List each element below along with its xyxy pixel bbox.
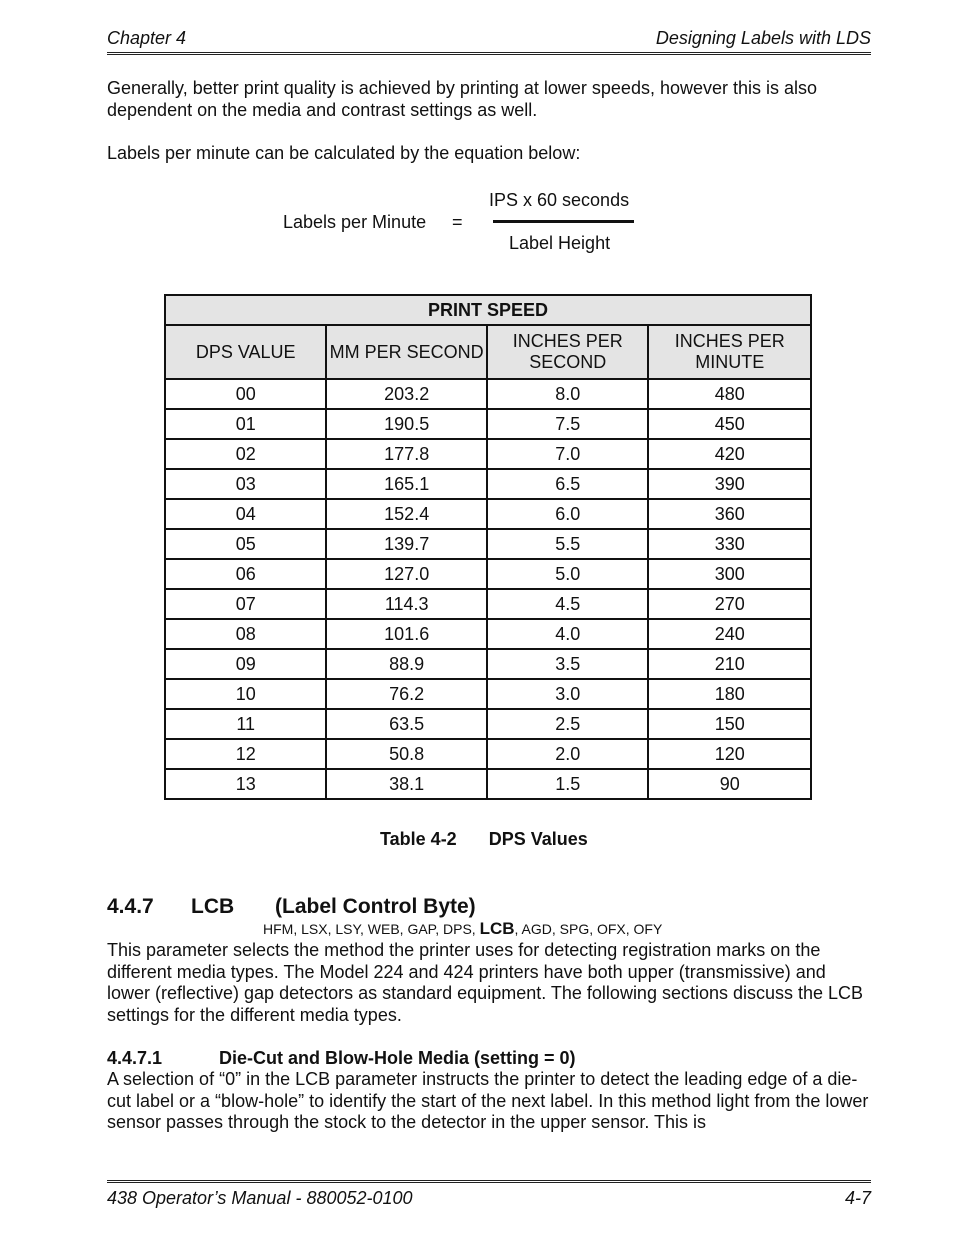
table-cell: 7.5 <box>487 409 649 439</box>
table-cell: 01 <box>165 409 326 439</box>
table-cell: 390 <box>648 469 811 499</box>
subsection-heading <box>107 1048 576 1069</box>
table-row <box>165 619 811 649</box>
table-row <box>165 739 811 769</box>
print-speed-table <box>164 294 812 800</box>
equation-sign: = <box>452 212 463 232</box>
applies-after: , AGD, SPG, OFX, OFY <box>514 921 663 937</box>
applies-current: LCB <box>479 919 515 938</box>
table-cell: 450 <box>648 409 811 439</box>
table-row <box>165 469 811 499</box>
table-cell: 08 <box>165 619 326 649</box>
intro-paragraph: Generally, better print quality is achieved by printing at lower speeds, however this is also dependent on the media and contrast settings as well. <box>107 78 818 120</box>
table-cell: 3.0 <box>487 679 649 709</box>
table-cell: 165.1 <box>326 469 487 499</box>
table-cell: 203.2 <box>326 379 487 409</box>
table-cell: 13 <box>165 769 326 799</box>
table-cell: 180 <box>648 679 811 709</box>
applicable-commands <box>263 919 662 939</box>
table-row <box>165 709 811 739</box>
section-code: LCB <box>191 895 235 918</box>
table-cell: 4.0 <box>487 619 649 649</box>
table-row <box>165 499 811 529</box>
page-footer <box>107 1180 871 1211</box>
fraction-bar <box>493 220 634 223</box>
table-cell: 5.0 <box>487 559 649 589</box>
table-cell: 101.6 <box>326 619 487 649</box>
table-cell: 8.0 <box>487 379 649 409</box>
table-cell: 3.5 <box>487 649 649 679</box>
table-cell: 38.1 <box>326 769 487 799</box>
column-header: INCHES PER SECOND <box>487 325 649 379</box>
table-cell: 150 <box>648 709 811 739</box>
table-cell: 50.8 <box>326 739 487 769</box>
chapter-label: Chapter 4 <box>107 28 187 48</box>
table-caption <box>380 829 588 850</box>
table-cell: 63.5 <box>326 709 487 739</box>
table-cell: 360 <box>648 499 811 529</box>
equation-denominator: Label Height <box>509 233 611 253</box>
section-title: (Label Control Byte) <box>275 895 476 918</box>
table-cell: 03 <box>165 469 326 499</box>
table-cell: 76.2 <box>326 679 487 709</box>
table-cell: 6.0 <box>487 499 649 529</box>
table-cell: 11 <box>165 709 326 739</box>
subsection-number: 4.4.7.1 <box>107 1048 163 1068</box>
table-row <box>165 769 811 799</box>
table-cell: 05 <box>165 529 326 559</box>
column-header: MM PER SECOND <box>326 325 487 379</box>
table-caption-number: Table 4-2 <box>380 829 457 849</box>
table-cell: 480 <box>648 379 811 409</box>
table-cell: 7.0 <box>487 439 649 469</box>
table-cell: 2.0 <box>487 739 649 769</box>
table-row <box>165 589 811 619</box>
table-cell: 177.8 <box>326 439 487 469</box>
table-cell: 04 <box>165 499 326 529</box>
table-cell: 06 <box>165 559 326 589</box>
table-cell: 114.3 <box>326 589 487 619</box>
table-body <box>165 379 811 799</box>
table-cell: 210 <box>648 649 811 679</box>
table-row <box>165 559 811 589</box>
table-row <box>165 379 811 409</box>
table-cell: 420 <box>648 439 811 469</box>
page-number: 4-7 <box>844 1188 871 1208</box>
table-title: PRINT SPEED <box>165 295 811 325</box>
table-cell: 190.5 <box>326 409 487 439</box>
table-row <box>165 649 811 679</box>
subsection-title: Die-Cut and Blow-Hole Media (setting = 0) <box>219 1048 576 1068</box>
table-cell: 00 <box>165 379 326 409</box>
table-cell: 88.9 <box>326 649 487 679</box>
subsection-body: A selection of “0” in the LCB parameter instructs the printer to detect the leading edge of a die-cut label or a “blow-hole” to identify the start of the next label. In this method light from the lower sensor passes through the stock to the detector in the upper sensor. This is <box>107 1069 869 1132</box>
table-cell: 09 <box>165 649 326 679</box>
table-cell: 2.5 <box>487 709 649 739</box>
table-cell: 300 <box>648 559 811 589</box>
table-cell: 270 <box>648 589 811 619</box>
table-row <box>165 439 811 469</box>
chapter-title: Designing Labels with LDS <box>655 28 871 48</box>
manual-title: 438 Operator’s Manual - 880052-0100 <box>107 1188 413 1208</box>
table-cell: 1.5 <box>487 769 649 799</box>
equation-intro: Labels per minute can be calculated by the equation below: <box>107 143 581 163</box>
table-cell: 120 <box>648 739 811 769</box>
table-cell: 02 <box>165 439 326 469</box>
table-cell: 07 <box>165 589 326 619</box>
equation-numerator: IPS x 60 seconds <box>489 190 630 210</box>
table-cell: 152.4 <box>326 499 487 529</box>
applies-before: HFM, LSX, LSY, WEB, GAP, DPS, <box>263 921 480 937</box>
page-header <box>107 28 871 55</box>
equation-label: Labels per Minute <box>283 212 427 232</box>
table-cell: 90 <box>648 769 811 799</box>
table-cell: 4.5 <box>487 589 649 619</box>
table-row <box>165 679 811 709</box>
table-cell: 6.5 <box>487 469 649 499</box>
table-cell: 5.5 <box>487 529 649 559</box>
table-cell: 12 <box>165 739 326 769</box>
table-cell: 10 <box>165 679 326 709</box>
table-cell: 240 <box>648 619 811 649</box>
column-header: DPS VALUE <box>165 325 326 379</box>
table-cell: 139.7 <box>326 529 487 559</box>
table-cell: 330 <box>648 529 811 559</box>
section-body: This parameter selects the method the printer uses for detecting registration marks on the different media types. The Model 224 and 424 printers have both upper (transmissive) and lower (reflective) gap detectors as standard equipment. The following sections discuss the LCB settings for the different media types. <box>107 940 864 1025</box>
section-heading <box>107 895 476 919</box>
table-row <box>165 529 811 559</box>
table-row <box>165 409 811 439</box>
table-cell: 127.0 <box>326 559 487 589</box>
column-header: INCHES PER MINUTE <box>648 325 811 379</box>
section-number: 4.4.7 <box>107 895 154 918</box>
table-caption-text: DPS Values <box>488 829 588 849</box>
